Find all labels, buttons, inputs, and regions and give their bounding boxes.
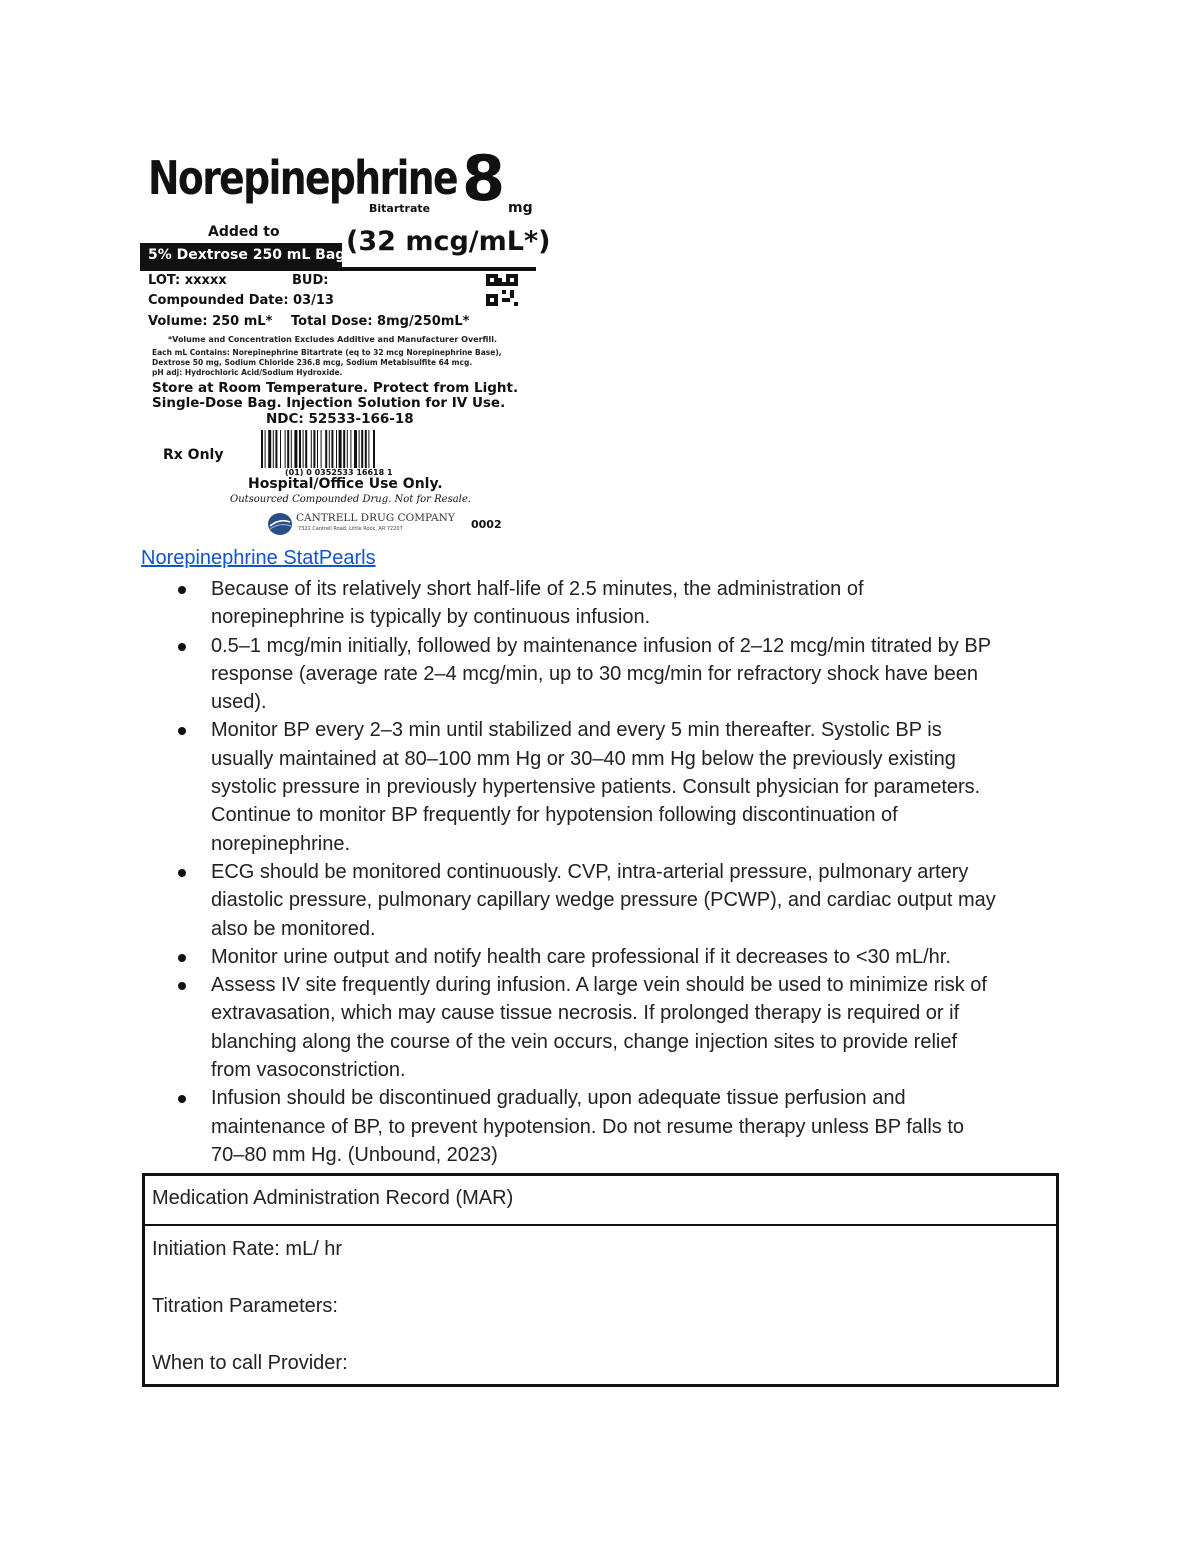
company-logo-icon bbox=[266, 512, 296, 536]
barcode-bar bbox=[287, 430, 289, 468]
bullet-line: 0.5–1 mcg/min initially, followed by maintenance infusion of 2–12 mcg/min titrated by BP bbox=[211, 634, 992, 657]
contents-line-3: pH adj: Hydrochloric Acid/Sodium Hydroxide. bbox=[152, 368, 343, 377]
barcode-bar bbox=[359, 430, 360, 468]
barcode-bar bbox=[291, 430, 292, 468]
bullet-item bbox=[178, 943, 1078, 971]
company-address: 7321 Cantrell Road, Little Rock, AR 72207 bbox=[298, 526, 403, 532]
barcode-bar bbox=[303, 430, 304, 468]
barcode-bar bbox=[365, 430, 367, 468]
barcode-bar bbox=[285, 430, 286, 468]
bullet-dot-icon bbox=[178, 954, 186, 962]
titration-parameters-field: Titration Parameters: bbox=[152, 1295, 338, 1317]
bullet-line: Monitor urine output and notify health care professional if it decreases to <30 mL/hr. bbox=[211, 945, 951, 968]
bullet-line: Assess IV site frequently during infusion. A large vein should be used to minimize risk of bbox=[211, 974, 987, 997]
hospital-use: Hospital/Office Use Only. bbox=[248, 476, 443, 492]
storage-instructions: Store at Room Temperature. Protect from Light. bbox=[152, 380, 519, 396]
bullet-item bbox=[178, 632, 1078, 717]
barcode-bar bbox=[325, 430, 327, 468]
barcode-bar bbox=[321, 430, 322, 468]
bullet-line: systolic pressure in previously hypertensive patients. Consult physician for parameters. bbox=[211, 776, 981, 799]
volume: Volume: 250 mL* bbox=[148, 314, 273, 329]
bullet-dot-icon bbox=[178, 869, 186, 877]
bullet-item bbox=[178, 1084, 1078, 1169]
added-to: Added to bbox=[208, 224, 280, 240]
bullet-line: Because of its relatively short half-life of 2.5 minutes, the administration of bbox=[211, 578, 864, 600]
barcode-bar bbox=[329, 430, 330, 468]
bud: BUD: bbox=[292, 273, 329, 288]
barcode-bar bbox=[299, 430, 301, 468]
label-divider bbox=[140, 267, 536, 271]
bullet-line: from vasoconstriction. bbox=[211, 1059, 406, 1082]
barcode-bar bbox=[261, 430, 263, 468]
barcode-bar bbox=[317, 430, 318, 468]
barcode-bar bbox=[273, 430, 274, 468]
barcode-bar bbox=[350, 430, 351, 468]
drug-strength: 8 bbox=[462, 142, 506, 215]
bullet-item bbox=[178, 858, 1078, 943]
statpearls-link[interactable]: Norepinephrine StatPearls bbox=[141, 547, 376, 569]
bullet-list bbox=[178, 575, 1078, 1169]
bullet-line: diastolic pressure, pulmonary capillary wedge pressure (PCWP), and cardiac output may bbox=[211, 889, 996, 912]
drug-label bbox=[140, 142, 551, 542]
compounded-date: Compounded Date: 03/13 bbox=[148, 293, 334, 308]
bullet-line: response (average rate 2–4 mcg/min, up to 30 mcg/min for refractory shock have been bbox=[211, 662, 979, 685]
initiation-rate-field: Initiation Rate: mL/ hr bbox=[152, 1238, 343, 1260]
outsourced-note: Outsourced Compounded Drug. Not for Resale. bbox=[230, 494, 471, 505]
bullet-item bbox=[178, 716, 1078, 857]
barcode-number: (01) 0 0352533 16618 1 bbox=[285, 468, 393, 477]
concentration: (32 mcg/mL*) bbox=[346, 226, 551, 257]
rx-only: Rx Only bbox=[163, 447, 224, 463]
when-to-call-field: When to call Provider: bbox=[152, 1352, 348, 1374]
barcode-bar bbox=[294, 430, 297, 468]
mar-table bbox=[142, 1173, 1059, 1387]
bullet-line: norepinephrine. bbox=[211, 832, 350, 855]
barcode-bar bbox=[339, 430, 342, 468]
bullet-line: Continue to monitor BP frequently for hypotension following discontinuation of bbox=[211, 804, 898, 827]
bullet-line: ECG should be monitored continuously. CVP, intra-arterial pressure, pulmonary artery bbox=[211, 860, 969, 883]
mar-header-row bbox=[145, 1176, 1056, 1226]
barcode-icon bbox=[261, 430, 415, 468]
bullet-line: extravasation, which may cause tissue necrosis. If prolonged therapy is required or if bbox=[211, 1002, 960, 1025]
qr-code-icon bbox=[486, 274, 518, 306]
barcode-bar bbox=[265, 430, 266, 468]
bullet-line: maintenance of BP, to prevent hypotension. Do not resume therapy unless BP falls to bbox=[211, 1115, 965, 1138]
barcode-bar bbox=[275, 430, 277, 468]
bullet-line: norepinephrine is typically by continuous infusion. bbox=[211, 606, 651, 629]
barcode-bar bbox=[313, 430, 315, 468]
bullet-dot-icon bbox=[178, 1095, 186, 1103]
bullet-dot-icon bbox=[178, 982, 186, 990]
barcode-bar bbox=[368, 430, 369, 468]
bullet-line: Monitor BP every 2–3 min until stabilized and every 5 min thereafter. Systolic BP is bbox=[211, 719, 942, 742]
bullet-line: used). bbox=[211, 691, 267, 714]
single-dose-note: Single-Dose Bag. Injection Solution for IV Use. bbox=[152, 395, 506, 411]
bullet-item bbox=[178, 575, 1078, 632]
bullet-line: Infusion should be discontinued gradually, upon adequate tissue perfusion and bbox=[211, 1087, 906, 1110]
mar-title: Medication Administration Record (MAR) bbox=[152, 1187, 514, 1209]
contents-line-1: Each mL Contains: Norepinephrine Bitartrate (eq to 32 mcg Norepinephrine Base), bbox=[152, 348, 502, 357]
bullet-line: 70–80 mm Hg. (Unbound, 2023) bbox=[211, 1143, 498, 1166]
lot-number: LOT: xxxxx bbox=[148, 273, 227, 288]
bullet-line: usually maintained at 80–100 mm Hg or 30–40 mm Hg below the previously existing bbox=[211, 747, 956, 770]
drug-salt: Bitartrate bbox=[369, 202, 431, 215]
bullet-dot-icon bbox=[178, 643, 186, 651]
barcode-bar bbox=[311, 430, 312, 468]
barcode-bar bbox=[336, 430, 337, 468]
barcode-bar bbox=[354, 430, 357, 468]
bullet-dot-icon bbox=[178, 586, 186, 594]
bullet-dot-icon bbox=[178, 727, 186, 735]
company-name: CANTRELL DRUG COMPANY bbox=[296, 512, 455, 524]
ndc-number: NDC: 52533-166-18 bbox=[266, 411, 414, 427]
barcode-bar bbox=[280, 430, 281, 468]
barcode-bar bbox=[305, 430, 307, 468]
overfill-note: *Volume and Concentration Excludes Additive and Manufacturer Overfill. bbox=[168, 335, 497, 344]
barcode-bar bbox=[373, 430, 375, 468]
drug-name: Norepinephrine bbox=[148, 151, 457, 205]
barcode-bar bbox=[331, 430, 333, 468]
barcode-bar bbox=[347, 430, 348, 468]
barcode-bar bbox=[343, 430, 345, 468]
bullet-line: also be monitored. bbox=[211, 917, 376, 940]
diluent-bag: 5% Dextrose 250 mL Bag bbox=[140, 243, 342, 267]
bullet-line: blanching along the course of the vein occurs, change injection sites to provide relief bbox=[211, 1030, 958, 1053]
total-dose: Total Dose: 8mg/250mL* bbox=[291, 314, 470, 329]
label-code: 0002 bbox=[471, 518, 502, 531]
contents-line-2: Dextrose 50 mg, Sodium Chloride 236.8 mcg, Sodium Metabisulfite 64 mcg. bbox=[152, 358, 473, 367]
barcode-bar bbox=[268, 430, 271, 468]
bullet-item bbox=[178, 971, 1078, 1084]
barcode-bar bbox=[361, 430, 363, 468]
strength-unit: mg bbox=[508, 200, 533, 216]
